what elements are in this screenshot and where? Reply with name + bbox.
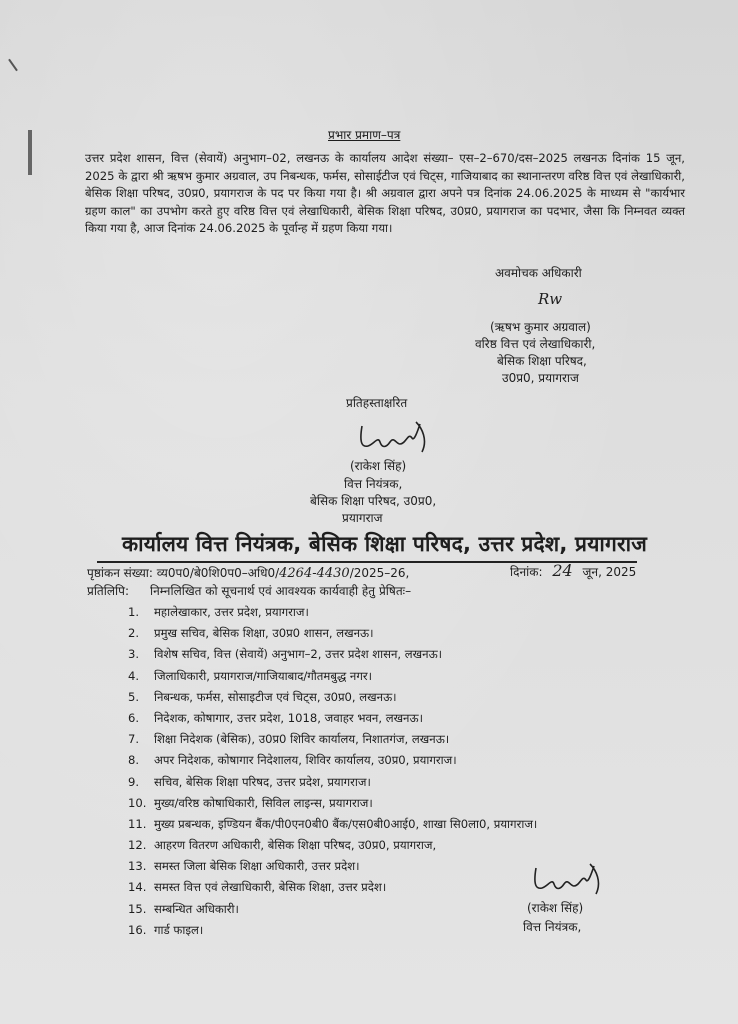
relieving-officer-location: उ0प्र0, प्रयागराज	[502, 371, 579, 385]
countersign-location: प्रयागराज	[342, 511, 383, 525]
copy-label: प्रतिलिपि:	[87, 584, 129, 598]
scanned-document: प्रभार प्रमाण–पत्र उत्तर प्रदेश शासन, वित्त (सेवायें) अनुभाग–02, लखनऊ के कार्यालय आदेश संख्या– एस–2–670/दस–2025 लखनऊ दिनांक 15 जून, 2025 के द्वारा श्री ऋषभ कुमार अग्रवाल, उप निबन्धक, फर्मस, सोसाईटीज एवं चिट्स, गाजियाबाद का स्थानान्तरण वरिष्ठ वित्त एवं लेखाधिकारी, बेसिक शिक्षा परिषद, उ0प्र0, प्रयागराज के पद पर किया गया है। श्री अग्रवाल द्वारा अपने पत्र दिनांक 24.06.2025 के माध्यम से "कार्यभार ग्रहण काल" का उपभोग करते हुए वरिष्ठ वित्त एवं लेखाधिकारी, बेसिक शिक्षा परिषद, उ0प्र0, प्रयागराज का पदभार, जैसा कि निम्नवत व्यक्त किया गया है, आज दिनांक 24.06.2025 के पूर्वान्ह में ग्रहण किया गया। अवमोचक अधिकारी Rw (ऋषभ कुमार अग्रवाल) वरिष्ठ वित्त एवं लेखाधिकारी, बेसिक शिक्षा परिषद, उ0प्र0, प्रयागराज प्रतिहस्ताक्षरित (राकेश सिंह) वित्त नियंत्रक, बेसिक शिक्षा परिषद, उ0प्र0, प्रयागराज कार्यालय वित्त नियंत्रक, बेसिक शिक्षा परिषद, उत्तर प्रदेश, प्रयागराज पृष्ठांकन संख्या: व्य0प0/बे0शि0प0–अधि0/4264-4430/2025–26, दिनांक: 24 जून, 2025 प्रतिलिपि: निम्नलिखित को सूचनार्थ एवं आवश्यक कार्यवाही हेतु प्रेषितः– 1. महालेखाकार, उत्तर प्रदेश, प्रयागराज। 2. प्रमुख सचिव, बेसिक शिक्षा, उ0प्र0 शासन, लखनऊ। 3. विशेष सचिव, वित्त (सेवायें) अनुभाग–2, उत्तर प्रदेश शासन, लखनऊ। 4. जिलाधिकारी, प्रयागराज/गाजियाबाद/गौतमबुद्ध नगर। 5. निबन्धक, फर्मस, सोसाइटीज एवं चिट्स, उ0प्र0, लखनऊ। 6. निदेशक, कोषागार, उत्तर प्रदेश, 1018, जवाहर भवन, लखनऊ। 7. शिक्षा निदेशक (बेसिक), उ0प्र0 शिविर कार्यालय, निशातगंज, लखनऊ। 8. अपर निदेशक, कोषागार निदेशालय, शिविर कार्यालय, उ0प्र0, प्रयागराज। 9. सचिव, बेसिक शिक्षा परिषद, उत्तर प्रदेश, प्रयागराज। 10. मुख्य/वरिष्ठ कोषाधिकारी, सिविल लाइन्स, प्रयागराज। 11. मुख्य प्रबन्धक, इण्डियन बैंक/पी0एन0बी0 बैंक/एस0बी0आई0, शाखा सि0ला0, प्रयागराज। 12. आहरण वितरण अधिकारी, बेसिक शिक्षा परिषद, उ0प्र0, प्रयागराज, 13. समस्त जिला बेसिक शिक्षा अधिकारी, उत्तर प्रदेश। 14. समस्त वित्त एवं लेखाधिकारी, बेसिक शिक्षा, उत्तर प्रदेश। 15. सम्बन्धित अधिकारी। 16. गार्ड फाइल। (राकेश सिंह) वित्त नियंत्रक,	[0, 0, 738, 1024]
relieving-officer-signature: Rw	[538, 290, 563, 308]
signer-designation: वित्त नियंत्रक,	[523, 920, 582, 934]
order-paragraph: उत्तर प्रदेश शासन, वित्त (सेवायें) अनुभाग–02, लखनऊ के कार्यालय आदेश संख्या– एस–2–670/दस–2025 लखनऊ दिनांक 15 जून, 2025 के द्वारा श्री ऋषभ कुमार अग्रवाल, उप निबन्धक, फर्मस, सोसाईटीज एवं चिट्स, गाजियाबाद का स्थानान्तरण वरिष्ठ वित्त एवं लेखाधिकारी, बेसिक शिक्षा परिषद, उ0प्र0, प्रयागराज के पद पर किया गया है। श्री अग्रवाल द्वारा अपने पत्र दिनांक 24.06.2025 के माध्यम से "कार्यभार ग्रहण काल" का उपभोग करते हुए वरिष्ठ वित्त एवं लेखाधिकारी, बेसिक शिक्षा परिषद, उ0प्र0, प्रयागराज का पदभार, जैसा कि निम्नवत व्यक्त किया गया है, आज दिनांक 24.06.2025 के पूर्वान्ह में ग्रहण किया गया।	[85, 151, 685, 236]
relieving-officer-heading: अवमोचक अधिकारी	[495, 266, 582, 280]
scan-mark	[8, 59, 18, 72]
copy-intro: निम्नलिखित को सूचनार्थ एवं आवश्यक कार्यवाही हेतु प्रेषितः–	[150, 584, 412, 598]
relieving-officer-office: बेसिक शिक्षा परिषद,	[497, 354, 587, 368]
date-label: दिनांक:	[510, 565, 543, 579]
reference-line	[87, 566, 409, 581]
reference-year: /2025–26,	[349, 566, 410, 580]
scan-mark	[28, 130, 32, 175]
countersign-office: बेसिक शिक्षा परिषद, उ0प्र0,	[310, 494, 437, 508]
countersign-signature	[356, 418, 436, 458]
reference-label: पृष्ठांकन संख्या:	[87, 566, 153, 580]
date-month-year: जून, 2025	[582, 565, 637, 579]
countersign-name: (राकेश सिंह)	[350, 459, 407, 473]
reference-number: व्य0प0/बे0शि0प0–अधि0/	[156, 566, 280, 580]
countersign-designation: वित्त नियंत्रक,	[344, 477, 403, 491]
reference-handwritten-number: 4264-4430	[279, 566, 350, 581]
office-heading: कार्यालय वित्त नियंत्रक, बेसिक शिक्षा परिषद, उत्तर प्रदेश, प्रयागराज	[122, 532, 648, 556]
relieving-officer-name: (ऋषभ कुमार अग्रवाल)	[490, 320, 591, 334]
relieving-officer-designation: वरिष्ठ वित्त एवं लेखाधिकारी,	[475, 337, 596, 351]
countersigned-heading: प्रतिहस्ताक्षरित	[346, 396, 408, 410]
certificate-title: प्रभार प्रमाण–पत्र	[328, 128, 401, 142]
date-day-handwritten: 24	[552, 561, 573, 580]
controller-signature	[530, 862, 610, 900]
date-line	[510, 563, 636, 580]
signer-name: (राकेश सिंह)	[527, 901, 584, 915]
